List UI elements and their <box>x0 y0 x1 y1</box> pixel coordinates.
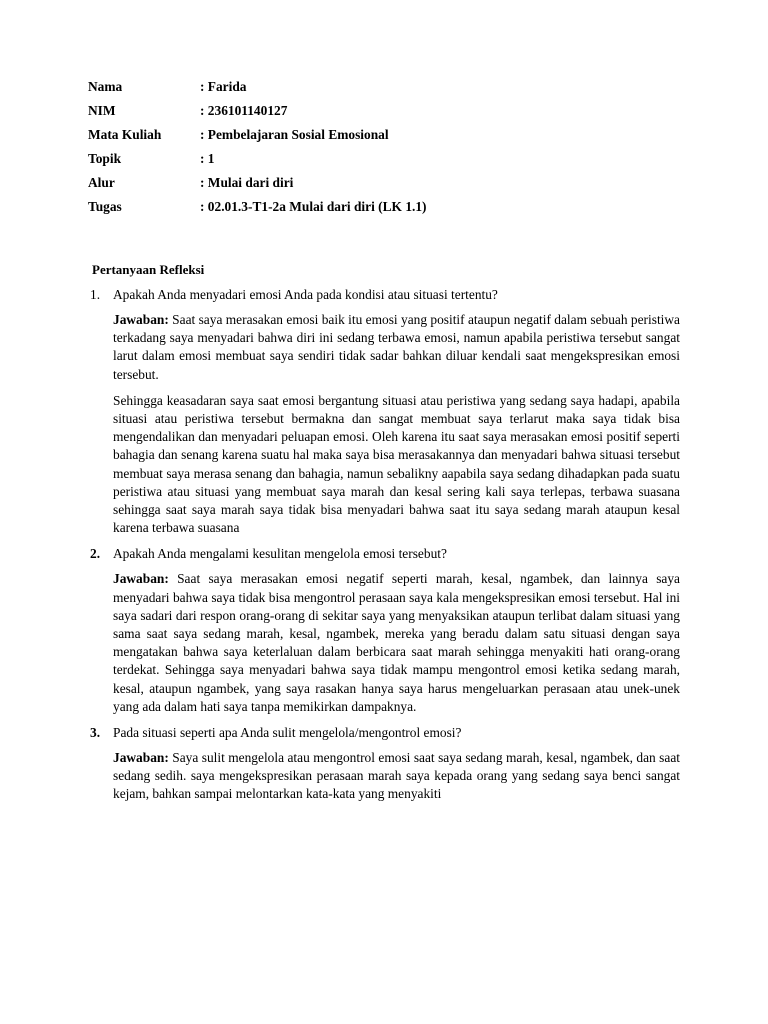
question-3 <box>90 724 680 742</box>
info-row-nim <box>88 101 688 125</box>
question-number: 3. <box>90 725 101 741</box>
info-label: Alur <box>88 175 115 190</box>
answer-paragraph <box>113 311 680 384</box>
info-value: : 236101140127 <box>200 103 288 118</box>
question-2 <box>90 545 680 563</box>
question-number: 1. <box>90 287 101 302</box>
question-text: Pada situasi seperti apa Anda sulit mengelola/mengontrol emosi? <box>113 725 462 741</box>
question-text: Apakah Anda menyadari emosi Anda pada kondisi atau situasi tertentu? <box>113 287 498 302</box>
info-value: : 1 <box>200 151 215 166</box>
answer-label: Jawaban: <box>113 312 169 327</box>
info-label: Mata Kuliah <box>88 127 162 142</box>
info-value: : Farida <box>200 79 247 94</box>
info-value: : 02.01.3-T1-2a Mulai dari diri (LK 1.1) <box>200 199 427 214</box>
answer-text: Saat saya merasakan emosi negatif seperti marah, kesal, ngambek, dan lainnya saya menyadari bahwa saya tidak bisa mengontrol perasaan saya kala mengekspresikan emosi tersebut. Hal ini saya sadari dari respon orang-orang di sekitar saya yang menyaksikan ataupun terlibat dalam situasi yang sama saat saya sedang marah, kesal, ngambek, mereka yang beradu dalam satu situasi dengan saya mengatakan bahwa saya keterlaluan dalam berbicara saat marah sehingga menyakiti hati orang-orang terdekat. Sehingga saya menyadari bahwa saya tidak mampu mengontrol emosi ketika sedang marah, kesal, ataupun ngambek, yang saya rasakan hanya saya harus mengeluarkan perasaan atau unek-unek yang ada dalam hati saya tanpa memikirkan dampaknya. <box>113 571 680 714</box>
question-text: Apakah Anda mengalami kesulitan mengelola emosi tersebut? <box>113 546 447 562</box>
answer-paragraph <box>113 570 680 716</box>
question-number: 2. <box>90 546 101 562</box>
student-info-table <box>88 77 688 221</box>
info-label: NIM <box>88 103 116 118</box>
info-row-nama <box>88 77 688 101</box>
answer-text: Saat saya merasakan emosi baik itu emosi yang positif ataupun negatif dalam sebuah peristiwa terkadang saya menyadari bahwa diri ini sedang terbawa emosi, namun apabila peristiwa tersebut sangat larut dalam emosi membuat saya sendiri tidak sadar bahkan diluar kendali saat mengekspresikan emosi tersebut. <box>113 312 680 382</box>
info-row-alur <box>88 173 688 197</box>
answer-2 <box>113 570 680 716</box>
answer-label: Jawaban: <box>113 750 169 766</box>
info-value: : Pembelajaran Sosial Emosional <box>200 127 389 142</box>
reflection-section <box>90 261 680 812</box>
answer-3 <box>113 749 680 804</box>
info-row-topik <box>88 149 688 173</box>
answer-1 <box>113 311 680 537</box>
answer-text: Saya sulit mengelola atau mengontrol emosi saat saya sedang marah, kesal, ngambek, dan saat sedang sedih. saya mengekspresikan perasaan marah saya kepada orang yang sedang saya benci sangat kejam, bahkan sampai melontarkan kata-kata yang menyakiti <box>113 750 680 802</box>
info-row-mata-kuliah <box>88 125 688 149</box>
info-label: Nama <box>88 79 123 94</box>
answer-paragraph: Sehingga keasadaran saya saat emosi bergantung situasi atau peristiwa yang sedang saya hadapi, apabila situasi atau peristiwa tersebut bermakna dan sangat membuat saya terlarut maka saya tidak bisa mengendalikan dan menyadari peluapan emosi. Oleh karena itu saat saya merasakan emosi positif seperti bahagia dan senang karena suatu hal maka saya bisa merasakannya dan menyadari bahwa situasi tersebut membuat saya merasa senang dan bahagia, namun sebalikny aapabila saya sedang dihadapkan pada suatu peristiwa atau situasi yang membuat saya marah dan kesal sering kali saya terlepas, terbawa suasana sehingga saat saya marah saya tidak bisa menyadari bahwa saat itu saya sedang marah ataupun kesal karena terbawa suasana <box>113 392 680 536</box>
answer-paragraph <box>113 749 680 804</box>
question-1 <box>90 286 680 304</box>
info-label: Topik <box>88 151 122 166</box>
info-label: Tugas <box>88 199 122 214</box>
answer-label: Jawaban: <box>113 571 169 587</box>
info-value: : Mulai dari diri <box>200 175 294 190</box>
info-row-tugas <box>88 197 688 221</box>
section-title: Pertanyaan Refleksi <box>92 262 205 277</box>
